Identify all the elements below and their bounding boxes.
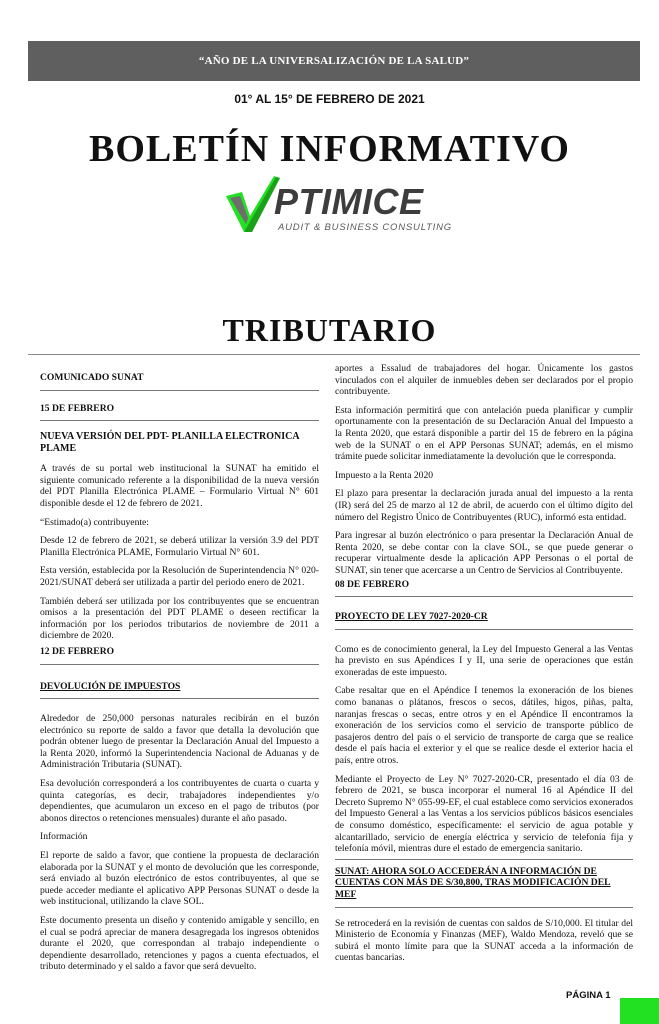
paragraph: Para ingresar al buzón electrónico o para presentar la Declaración Anual de Renta 2020, se debe contar con la clave SOL, se que puede generar o recuperar virtualmente desde la aplicación APP Personas o el portal de SUNAT, sin tener que acercarse a un Centro de Servicios al Contribuyente. xyxy=(335,530,633,576)
paragraph: El plazo para presentar la declaración jurada anual del impuesto a la renta (IR) será del 25 de marzo al 12 de abril, de acuerdo con el último dígito del número del Registro Único de Contribuyentes (RUC), informó esta entidad. xyxy=(335,488,633,523)
article-heading xyxy=(335,611,633,630)
heading-proyecto: PROYECTO DE LEY 7027-2020-CR xyxy=(335,611,488,623)
paragraph: Cabe resaltar que en el Apéndice I tenemos la exoneración de los bienes como bananas o plátanos, frescos o secos, dátiles, higos, piñas, palta, naranjas frescas o secas, entre otros y en el Apéndice II encontramos la exoneración de los servicios como el servicio de transporte público de pasajeros dentro del país o el servicio de transporte de carga que se realice desde el país hacia el exterior y el que se realice desde el exterior hacia el país, entre otros. xyxy=(335,685,633,767)
footer-accent-block xyxy=(620,998,659,1024)
paragraph: A través de su portal web institucional la SUNAT ha emitido el siguiente comunicado referente a la disponibilidad de la nueva versión del PDT Planilla Electrónica PLAME – Formulario Virtual N° 601 disponible desde el 12 de febrero de 2021. xyxy=(40,463,319,509)
section-title: TRIBUTARIO xyxy=(222,312,437,348)
left-column xyxy=(40,372,319,980)
optimice-logo xyxy=(222,172,452,242)
right-column xyxy=(335,363,633,971)
article-heading xyxy=(40,681,319,700)
paragraph: aportes a Essalud de trabajadores del hogar. Únicamente los gastos vinculados con el alquiler de inmuebles deben ser declarados por el propio contribuyente. xyxy=(335,363,633,398)
date-heading: 15 DE FEBRERO xyxy=(40,403,319,422)
heading-comunicado: COMUNICADO SUNAT xyxy=(40,372,319,391)
heading-sunat: SUNAT: AHORA SOLO ACCEDERÁN A INFORMACIÓN DE CUENTAS CON MÁS DE S/30,800, TRAS MODIFICACIÓN DEL MEF xyxy=(335,865,611,900)
paragraph: También deberá ser utilizada por los contribuyentes que se encuentran omisos a la presentación del PDT PLAME o deseen rectificar la información por los periodos tributarios de noviembre de 2011 a diciembre de 2020. xyxy=(40,595,319,642)
paragraph: Como es de conocimiento general, la Ley del Impuesto General a las Ventas ha previsto en sus Apéndices I y II, una serie de operaciones que están exoneradas de este impuesto. xyxy=(335,643,633,678)
paragraph: Información xyxy=(40,831,88,843)
banner-text: “AÑO DE LA UNIVERSALIZACIÓN DE LA SALUD” xyxy=(198,55,470,67)
paragraph: Impuesto a la Renta 2020 xyxy=(335,469,434,481)
paragraph: Se retrocederá en la revisión de cuentas con saldos de S/10,000. El titular del Ministerio de Economía y Finanzas (MEF), Waldo Mendoza, reveló que se subirá el monto límite para que la SUNAT acceda a la información de cuentas bancarias. xyxy=(335,917,633,964)
section-divider xyxy=(28,354,640,355)
heading-devolucion: DEVOLUCIÓN DE IMPUESTOS xyxy=(40,680,181,692)
date-heading: 08 DE FEBRERO xyxy=(335,579,633,598)
paragraph: Esa devolución corresponderá a los contribuyentes de cuarta o cuarta y quinta categorías, es decir, trabajadores independientes y/o dependientes, que acumularon un exceso en el pago de tributos (por abonos directos o retenciones mensuales) durante el año pasado. xyxy=(40,778,319,824)
checkmark-logo-icon xyxy=(222,172,282,234)
article-heading xyxy=(335,859,633,908)
article-heading: NUEVA VERSIÓN DEL PDT- PLANILLA ELECTRONICA PLAME xyxy=(40,431,300,455)
paragraph: “Estimado(a) contribuyente: xyxy=(40,516,149,528)
date-range: 01° AL 15° DE FEBRERO DE 2021 xyxy=(234,92,425,106)
bulletin-title: BOLETÍN INFORMATIVO xyxy=(89,128,570,170)
year-banner xyxy=(28,41,640,81)
paragraph: Esta información permitirá que con antelación pueda planificar y cumplir oportunamente con la presentación de su Declaración Anual del Impuesto a la Renta 2020, que estará disponible a partir del 15 de febrero en la página web de la SUNAT o en el APP Personas SUNAT; además, en el mismo trámite puede solicitar inmediatamente la devolución que le corresponda. xyxy=(335,404,633,463)
date-heading: 12 DE FEBRERO xyxy=(40,646,319,665)
paragraph: Alrededor de 250,000 personas naturales recibirán en el buzón electrónico su reporte de saldo a favor que detalla la devolución que podrán obtener luego de presentar la Declaración Anual del Impuesto a la Renta 2020, informó la Superintendencia Nacional de Aduanas y de Administración Tributaria (SUNAT). xyxy=(40,713,319,771)
paragraph: Este documento presenta un diseño y contenido amigable y sencillo, en el cual se podrá apreciar de manera desagregada los ingresos obtenidos durante el 2020, que correspondan al trabajo independiente o dependiente desarrollado, retenciones y pagos a cuenta efectuados, el tributo determinado y el saldo a favor que será devuelto. xyxy=(40,915,319,973)
logo-wordmark: PTIMICE xyxy=(274,181,424,222)
paragraph: Mediante el Proyecto de Ley N° 7027-2020-CR, presentado el día 03 de febrero de 2021, se busca incorporar el numeral 16 al Apéndice II del Decreto Supremo N° 055-99-EF, el cual establece como servicios exonerados del Impuesto General a las Ventas a los servicios públicos básicos esenciales de consumo doméstico, específicamente: el servicio de agua potable y alcantarillado, servicio de energía eléctrica y servicio de telefonía fija y telefonía móvil, mientras dure el estado de emergencia sanitario. xyxy=(335,773,633,855)
paragraph: El reporte de saldo a favor, que contiene la propuesta de declaración elaborada por la SUNAT y el monto de devolución que les corresponde, será enviado al buzón electrónico de estos contribuyentes, al que se puede acceder mediante el aplicativo APP Personas SUNAT o desde la web institucional, utilizando la clave SOL. xyxy=(40,850,319,908)
paragraph: Desde 12 de febrero de 2021, se deberá utilizar la versión 3.9 del PDT Planilla Electrónica PLAME, Formulario Virtual N° 601. xyxy=(40,535,319,558)
page-number: PÁGINA 1 xyxy=(566,990,611,1001)
paragraph: Esta versión, establecida por la Resolución de Superintendencia N° 020-2021/SUNAT deberá ser utilizada a partir del periodo enero de 2021. xyxy=(40,565,319,588)
logo-tagline: AUDIT & BUSINESS CONSULTING xyxy=(278,222,452,233)
